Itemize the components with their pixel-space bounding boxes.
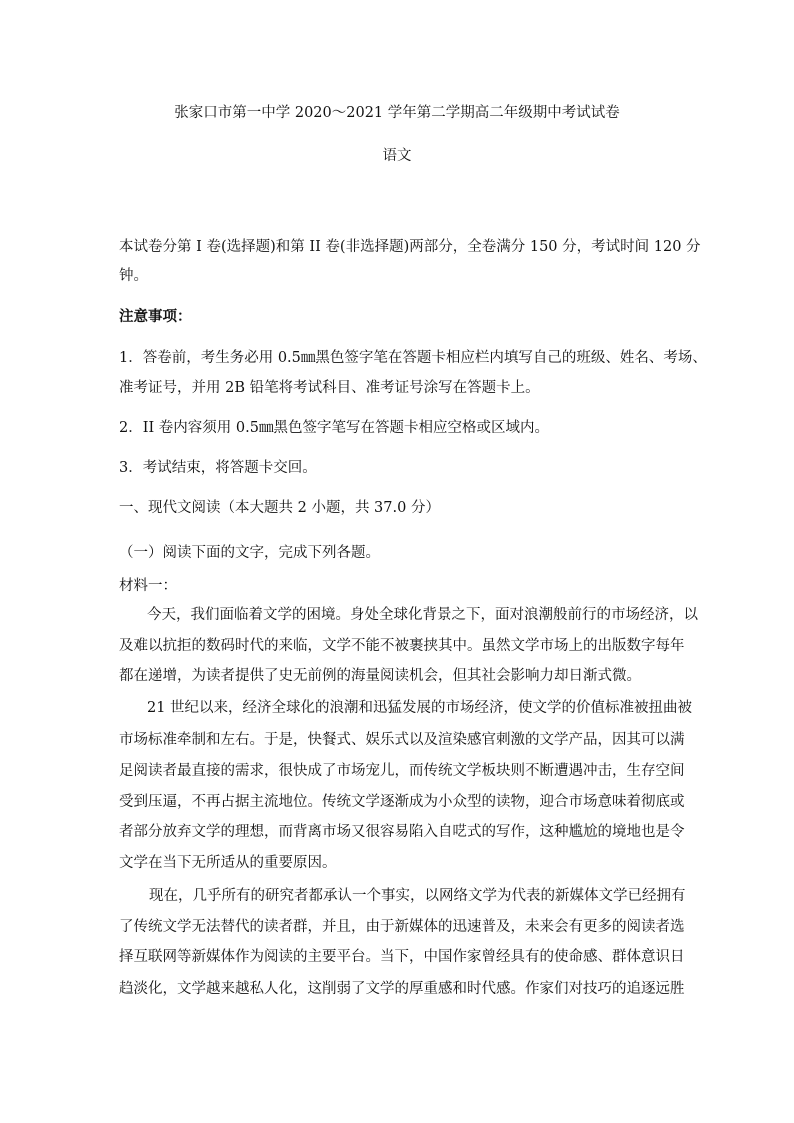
- note-item-2: 2．II 卷内容须用 0.5㎜黑色签字笔写在答题卡相应空格或区域内。: [119, 420, 549, 436]
- passage-p2-line-1: 21 世纪以来，经济全球化的浪潮和迅猛发展的市场经济，使文学的价值标准被扭曲被: [147, 700, 693, 716]
- intro-line-1: 本试卷分第 I 卷(选择题)和第 II 卷(非选择题)两部分，全卷满分 150 分，考试时间 120 分: [119, 239, 701, 255]
- material-label: 材料一：: [119, 578, 177, 594]
- passage-p2-line-2: 市场标准牵制和左右。于是，快餐式、娱乐式以及渲染感官刺激的文学产品，因其可以满: [119, 732, 685, 748]
- passage-p2-line-6: 文学在当下无所适从的重要原因。: [119, 855, 337, 871]
- notes-heading: 注意事项：: [119, 308, 192, 325]
- passage-p1-line-2: 及难以抗拒的数码时代的来临，文学不能不被裹挟其中。虽然文学市场上的出版数字每年: [119, 638, 685, 654]
- passage-p3-line-2: 了传统文学无法替代的读者群，并且，由于新媒体的迅速普及，未来会有更多的阅读者选: [119, 919, 685, 935]
- subject-title: 语文: [382, 148, 412, 164]
- note-item-1-line-2: 准考证号，并用 2B 铅笔将考试科目、准考证号涂写在答题卡上。: [119, 380, 540, 396]
- passage-p3-line-4: 趋淡化，文学越来越私人化，这削弱了文学的厚重感和时代感。作家们对技巧的追逐远胜: [119, 981, 685, 997]
- exam-title: 张家口市第一中学 2020～2021 学年第二学期高二年级期中考试试卷: [174, 105, 620, 121]
- passage-p1-line-1: 今天，我们面临着文学的困境。身处全球化背景之下，面对浪潮般前行的市场经济，以: [147, 607, 698, 623]
- passage-p2-line-3: 足阅读者最直接的需求，很快成了市场宠儿，而传统文学板块则不断遭遇冲击，生存空间: [119, 763, 685, 779]
- section-heading: 一、现代文阅读（本大题共 2 小题，共 37.0 分）: [119, 500, 440, 516]
- passage-p3-line-1: 现在，几乎所有的研究者都承认一个事实，以网络文学为代表的新媒体文学已经拥有: [149, 888, 686, 904]
- passage-p3-line-3: 择互联网等新媒体作为阅读的主要平台。当下，中国作家曾经具有的使命感、群体意识日: [119, 949, 685, 965]
- passage-p2-line-4: 受到压逼，不再占据主流地位。传统文学逐渐成为小众型的读物，迎合市场意味着彻底或: [119, 794, 685, 810]
- sub-section-heading: （一）阅读下面的文字，完成下列各题。: [119, 545, 380, 561]
- passage-p2-line-5: 者部分放弃文学的理想，而背离市场又很容易陷入自呓式的写作，这种尴尬的境地也是令: [119, 824, 685, 840]
- note-item-3: 3．考试结束，将答题卡交回。: [119, 460, 317, 476]
- note-item-1-line-1: 1．答卷前，考生务必用 0.5㎜黑色签字笔在答题卡相应栏内填写自己的班级、姓名、考场、: [119, 350, 707, 366]
- passage-p1-line-3: 都在递增，为读者提供了史无前例的海量阅读机会，但其社会影响力却日渐式微。: [119, 668, 641, 684]
- intro-line-2: 钟。: [119, 268, 148, 284]
